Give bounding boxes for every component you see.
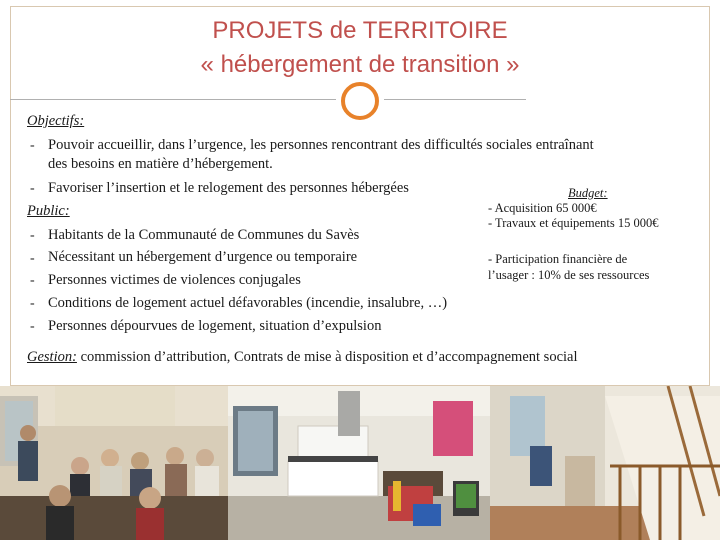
bullet: - xyxy=(30,138,35,153)
budget-line-3: - Participation financière de xyxy=(488,252,628,266)
bullet: - xyxy=(30,228,35,243)
gestion-text: commission d’attribution, Contrats de mise à disposition et d’accompagnement social xyxy=(76,349,578,365)
public-item-1: Habitants de la Communauté de Communes du Savès xyxy=(48,227,360,243)
bullet: - xyxy=(30,319,35,334)
photo-stairway-image xyxy=(490,386,720,540)
public-heading: Public: xyxy=(27,203,70,219)
gestion-line xyxy=(27,348,578,366)
page-title xyxy=(0,14,720,82)
divider-left xyxy=(10,99,336,100)
public-item-2: Nécessitant un hébergement d’urgence ou temporaire xyxy=(48,249,358,265)
objectifs-heading: Objectifs: xyxy=(27,113,85,129)
photo-stairway xyxy=(490,386,720,540)
budget-heading: Budget: xyxy=(568,186,608,200)
divider-right xyxy=(384,99,526,100)
photo-meeting-room-image xyxy=(0,386,228,540)
budget-line-4: l’usager : 10% de ses ressources xyxy=(488,268,650,282)
photo-kitchen-image xyxy=(228,386,490,540)
public-item-4: Conditions de logement actuel défavorables (incendie, insalubre, …) xyxy=(48,295,448,311)
bullet: - xyxy=(30,273,35,288)
bullet: - xyxy=(30,181,35,196)
bullet: - xyxy=(30,296,35,311)
orange-circle-icon xyxy=(341,82,379,120)
gestion-heading: Gestion: xyxy=(27,349,77,365)
photo-kitchen-living-room xyxy=(228,386,490,540)
title-line-2: « hébergement de transition » xyxy=(200,51,520,78)
public-item-3: Personnes victimes de violences conjugales xyxy=(48,272,301,288)
objectif-2: Favoriser l’insertion et le relogement des personnes hébergées xyxy=(48,180,409,196)
title-line-1: PROJETS de TERRITOIRE xyxy=(212,17,508,44)
budget-line-2: - Travaux et équipements 15 000€ xyxy=(488,216,659,230)
objectif-1-line-2: des besoins en matière d’hébergement. xyxy=(48,156,273,172)
budget-line-1: - Acquisition 65 000€ xyxy=(488,201,597,215)
objectif-1-line-1: Pouvoir accueillir, dans l’urgence, les personnes rencontrant des difficultés sociales entraînant xyxy=(48,137,594,153)
public-item-5: Personnes dépourvues de logement, situation d’expulsion xyxy=(48,318,382,334)
bullet: - xyxy=(30,251,35,266)
photo-meeting-room xyxy=(0,386,228,540)
